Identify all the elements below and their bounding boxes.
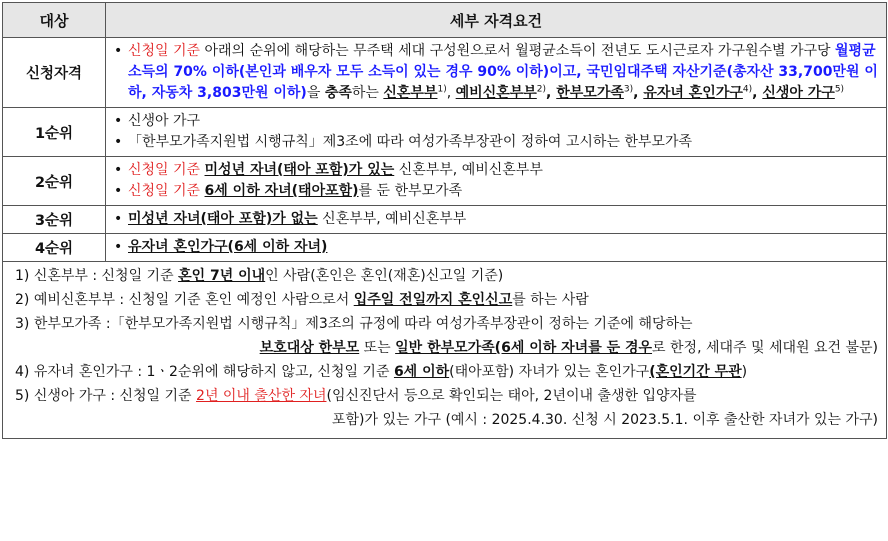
- text-segment: 충족: [324, 85, 352, 101]
- footnote-item: [15, 266, 878, 287]
- text-segment: 1): [437, 84, 447, 95]
- text-segment: 2) 예비신혼부부 : 신청일 기준 혼인 예정인 사람으로서: [15, 292, 354, 308]
- header-requirements: 세부 자격요건: [106, 3, 887, 38]
- row-category-label: 3순위: [3, 206, 106, 234]
- text-segment: 포함)가 있는 가구 (예시 : 2025.4.30. 신청 시 2023.5.1. 이후 출산한 자녀가 있는 가구): [331, 412, 878, 428]
- eligibility-document: [2, 2, 886, 439]
- text-segment: 2): [536, 84, 547, 95]
- text-segment: 미성년 자녀(태아 포함)가 있는: [204, 162, 395, 178]
- footnote-item: [15, 362, 878, 383]
- requirement-line: [114, 209, 878, 230]
- text-segment: 신혼부부: [383, 85, 438, 101]
- text-segment: 로 한정, 세대주 및 세대원 요건 불문): [652, 340, 878, 356]
- bullet-marker: •: [114, 113, 123, 129]
- text-segment: 신청일 기준: [128, 162, 201, 178]
- row-requirement-detail: [106, 157, 887, 206]
- text-segment: 인 사람(혼인은 혼인(재혼)신고일 기준): [265, 268, 504, 284]
- footnote-item: [15, 290, 878, 311]
- header-target: 대상: [3, 3, 106, 38]
- footnote-item: [15, 386, 878, 407]
- text-segment: 를 하는 사람: [512, 292, 589, 308]
- requirement-line: [114, 132, 878, 153]
- text-segment: 신혼부부, 예비신혼부부: [317, 211, 467, 227]
- text-segment: 6세 이하: [393, 364, 450, 380]
- text-segment: 을: [306, 85, 325, 101]
- footnote-continuation: [15, 338, 878, 359]
- row-requirement-detail: [106, 206, 887, 234]
- text-segment: 혼인 7년 이내: [178, 268, 266, 284]
- requirement-line: [114, 237, 878, 258]
- row-requirement-detail: [106, 38, 887, 108]
- eligibility-row: [3, 157, 887, 206]
- text-segment: 5): [834, 84, 845, 95]
- text-segment: 보호대상 한부모: [259, 340, 360, 356]
- requirement-line: [114, 41, 878, 104]
- text-segment: ,: [633, 85, 644, 101]
- bullet-marker: •: [114, 183, 123, 199]
- text-segment: (임신진단서 등으로 확인되는 태아, 2년이내 출생한 입양자를: [326, 388, 697, 404]
- row-category-label: 2순위: [3, 157, 106, 206]
- text-segment: ): [741, 364, 748, 380]
- text-segment: ,: [446, 85, 456, 101]
- footnote-continuation: [15, 410, 878, 431]
- row-category-label: 1순위: [3, 108, 106, 157]
- row-category-label: 신청자격: [3, 38, 106, 108]
- bullet-marker: •: [114, 162, 123, 178]
- eligibility-table: [2, 2, 887, 439]
- text-segment: 일반 한부모가족(6세 이하 자녀를 둔 경우: [395, 340, 653, 356]
- text-segment: 2년 이내 출산한 자녀: [196, 388, 327, 404]
- text-segment: 아래의 순위에 해당하는 무주택 세대 구성원으로서 월평균소득이 전년도 도시근로자 가구원수별 가구당: [200, 43, 836, 59]
- footnote-item: [15, 314, 878, 335]
- text-segment: 유자녀 혼인가구: [643, 85, 743, 101]
- text-segment: 미성년 자녀(태아 포함)가 없는: [128, 211, 318, 227]
- text-segment: 1) 신혼부부 : 신청일 기준: [15, 268, 179, 284]
- text-segment: 한부모가족: [556, 85, 624, 101]
- text-segment: ,: [752, 85, 763, 101]
- text-segment: 5) 신생아 가구 : 신청일 기준: [15, 388, 197, 404]
- row-requirement-detail: [106, 108, 887, 157]
- bullet-marker: •: [114, 239, 123, 255]
- row-category-label: 4순위: [3, 234, 106, 262]
- text-segment: 입주일 전일까지 혼인신고: [353, 292, 513, 308]
- text-segment: 유자녀 혼인가구(6세 이하 자녀): [128, 239, 328, 255]
- text-segment: 4): [742, 84, 753, 95]
- row-requirement-detail: [106, 234, 887, 262]
- text-segment: 3): [623, 84, 634, 95]
- requirement-line: [114, 181, 878, 202]
- text-segment: 를 둔 한부모가족: [358, 183, 463, 199]
- requirement-line: [114, 160, 878, 181]
- text-segment: 예비신혼부부: [455, 85, 537, 101]
- requirement-line: [114, 111, 878, 132]
- footnotes-cell: [3, 262, 887, 439]
- text-segment: 6세 이하 자녀(태아포함): [204, 183, 359, 199]
- text-segment: 신혼부부, 예비신혼부부: [394, 162, 543, 178]
- text-segment: 신생아 가구: [128, 113, 201, 129]
- eligibility-row: [3, 108, 887, 157]
- text-segment: (태아포함) 자녀가 있는 혼인가구: [449, 364, 650, 380]
- footnotes-row: [3, 262, 887, 439]
- text-segment: (혼인기간 무관: [649, 364, 742, 380]
- table-header-row: [3, 3, 887, 38]
- text-segment: 월평균 소득의 70% 이하(본인과 배우자 모두 소득이 있는 경우 90% 이하)이고, 국민임대주택 자산기준(총자산 33,700만원 이하, 자동차 3,803만원 이하): [128, 43, 878, 101]
- text-segment: ,: [546, 85, 557, 101]
- bullet-marker: •: [114, 43, 123, 59]
- text-segment: 신생아 가구: [762, 85, 835, 101]
- eligibility-row: [3, 206, 887, 234]
- text-segment: 또는: [359, 340, 396, 356]
- text-segment: 신청일 기준: [128, 43, 201, 59]
- eligibility-row: [3, 38, 887, 108]
- text-segment: 신청일 기준: [128, 183, 201, 199]
- bullet-marker: •: [114, 134, 123, 150]
- text-segment: 「한부모가족지원법 시행규칙」제3조에 따라 여성가족부장관이 정하여 고시하는 한부모가족: [128, 134, 692, 150]
- text-segment: 3) 한부모가족 :「한부모가족지원법 시행규칙」제3조의 규정에 따라 여성가족부장관이 정하는 기준에 해당하는: [15, 316, 693, 332]
- text-segment: 4) 유자녀 혼인가구 : 1ㆍ2순위에 해당하지 않고, 신청일 기준: [15, 364, 394, 380]
- bullet-marker: •: [114, 211, 123, 227]
- eligibility-row: [3, 234, 887, 262]
- text-segment: 하는: [351, 85, 384, 101]
